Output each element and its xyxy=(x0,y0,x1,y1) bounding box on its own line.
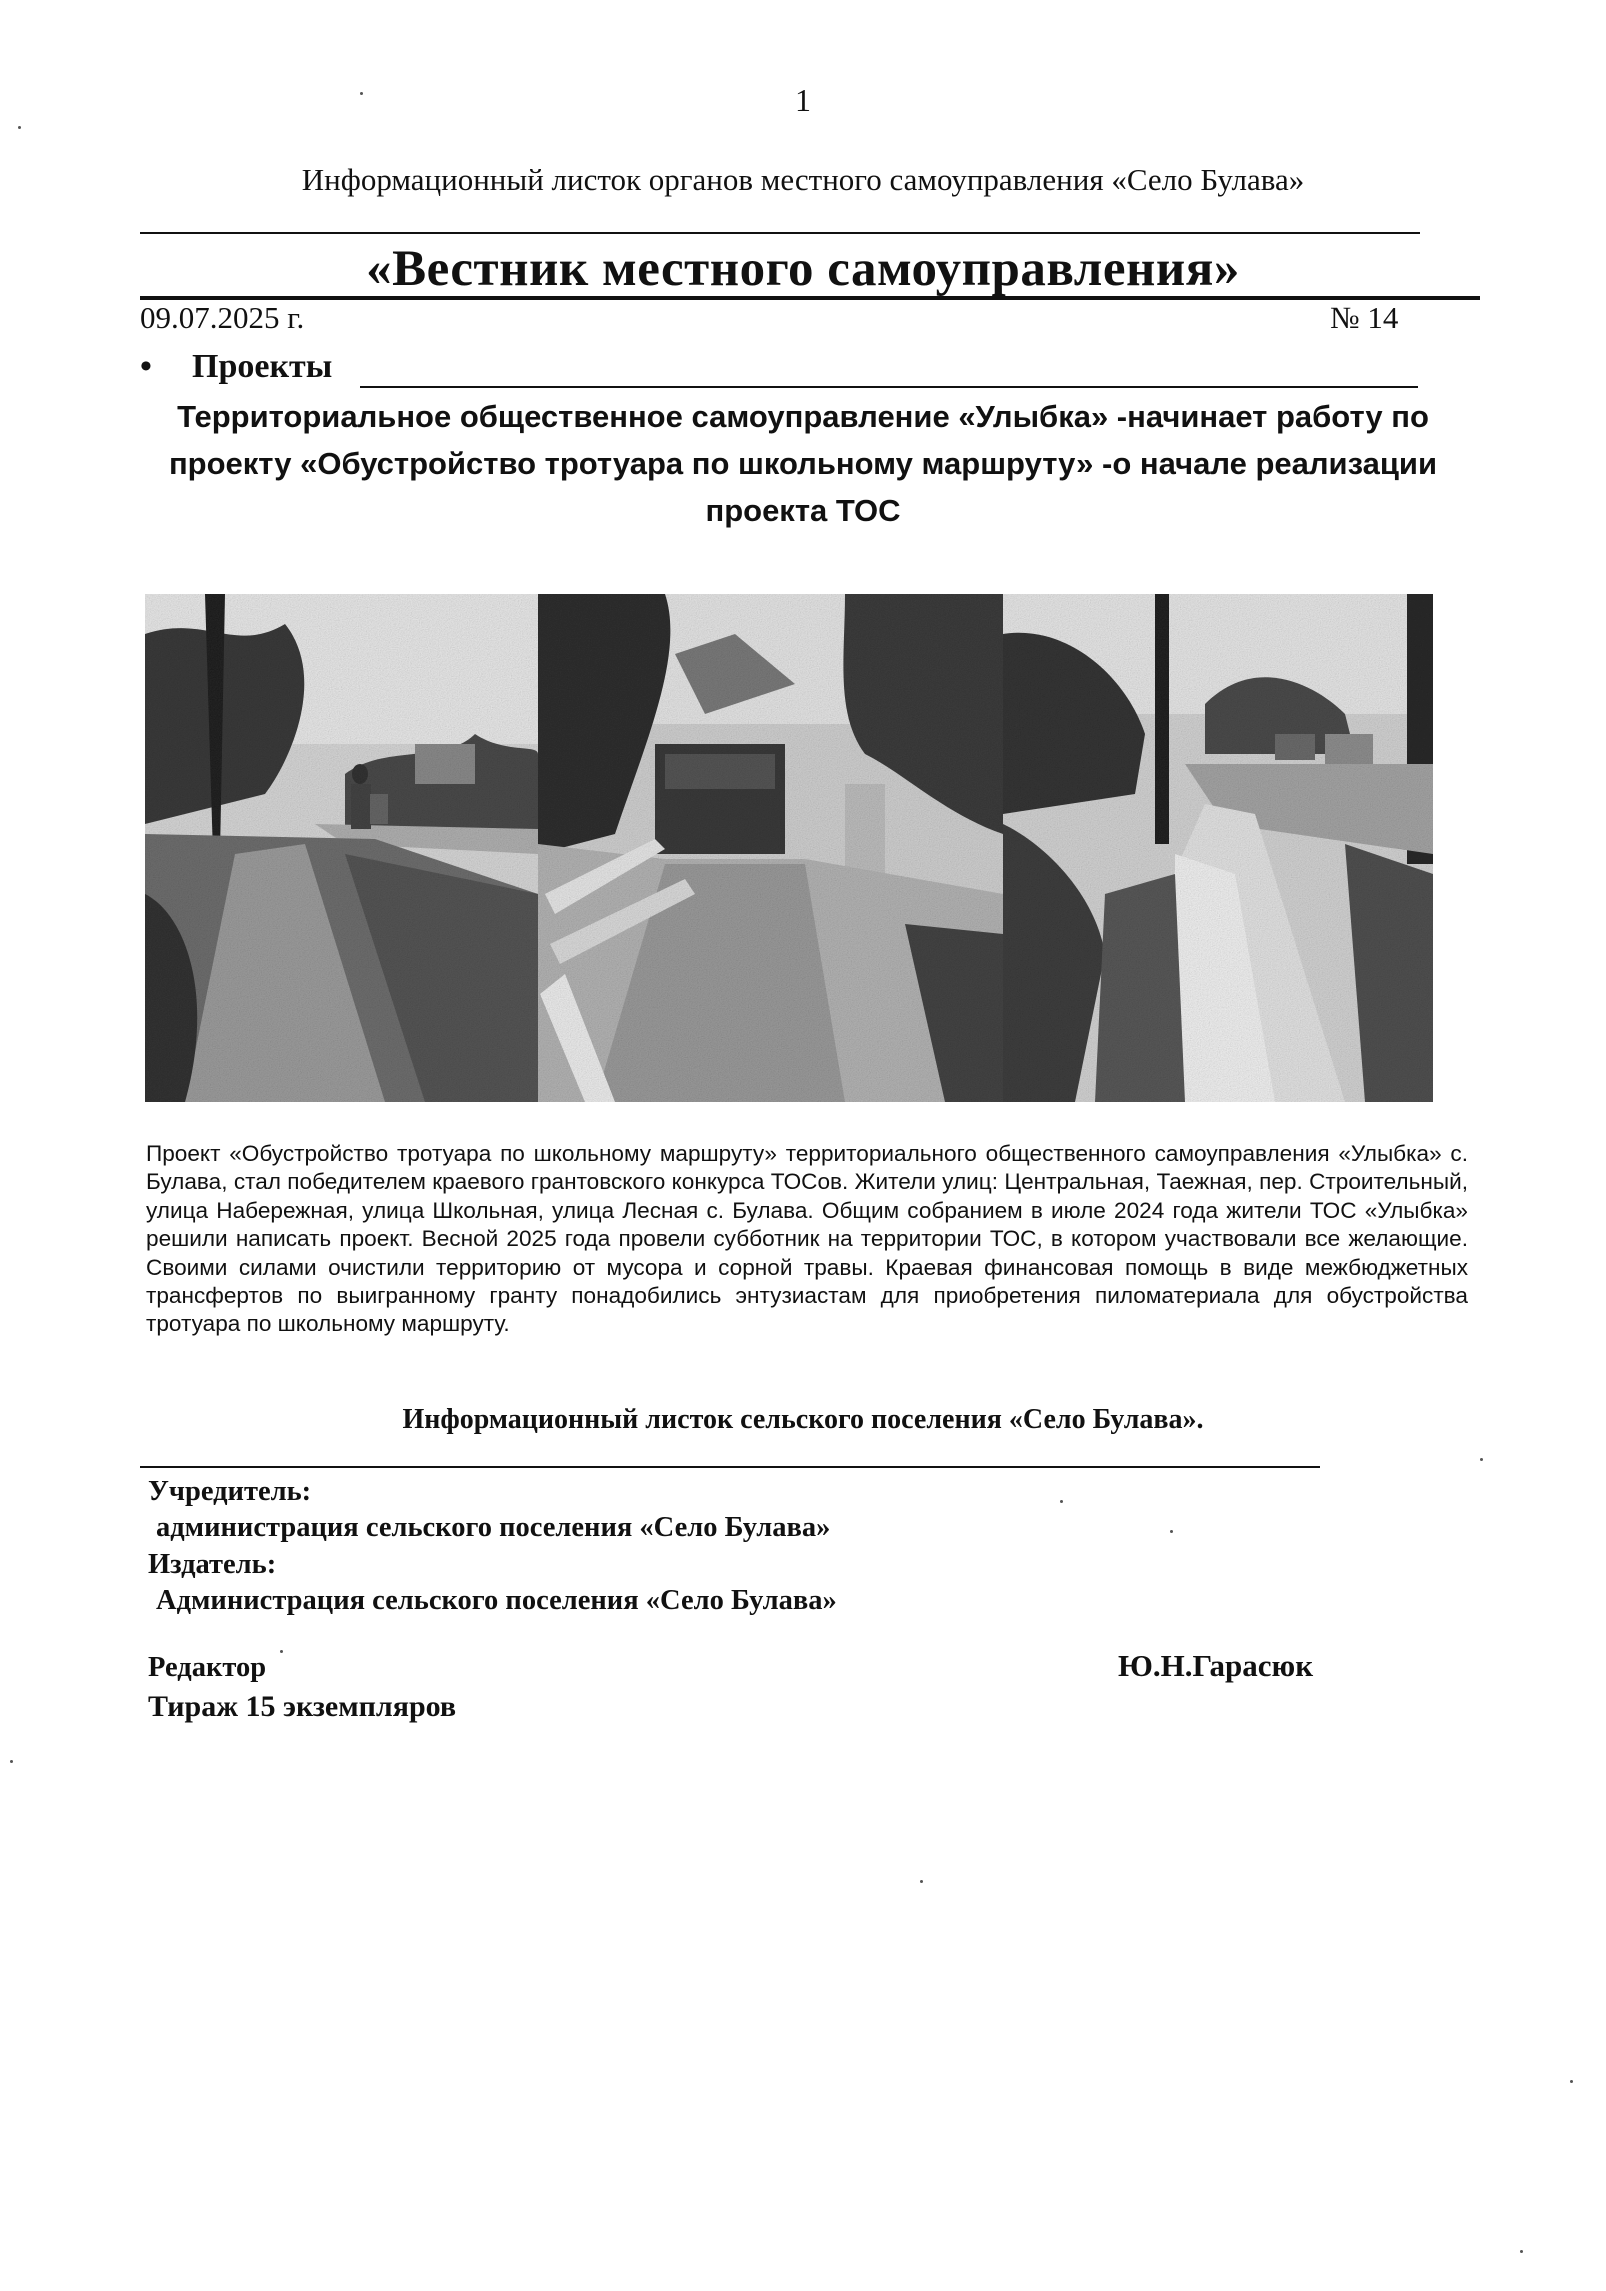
article-headline: Территориальное общественное самоуправление «Улыбка» -начинает работу по проекту «Обустройство тротуара по школьному маршруту» -о начале реализации проекта ТОС xyxy=(168,399,1438,528)
founder-label: Учредитель: xyxy=(148,1476,312,1507)
article-body: Проект «Обустройство тротуара по школьному маршруту» территориального общественного самоуправления «Улыбка» с. Булава, стал победителем краевого грантовского конкурса ТОСов. Жители улиц: Центральная, Таежная, пер. Строительный, улица Набережная, улица Школьная, улица Лесная с. Булава. Общим собранием в июле 2024 года жители ТОС «Улыбка» решили написать проект. Весной 2025 года провели субботник на территории ТОС, в котором участвовали все желающие. Своими силами очистили территорию от мусора и сорной травы. Краевая финансовая помощь в виде межбюджетных трансфертов по выигранному гранту понадобились энтузиастам для приобретения пиломатериала для обустройства тротуара по школьному маршруту. xyxy=(146,1141,1468,1337)
scan-speck xyxy=(1060,1500,1063,1503)
scan-speck xyxy=(18,126,21,129)
issue-number: № 14 xyxy=(1330,300,1399,335)
section-label: Проекты xyxy=(192,348,333,385)
page-number: 1 xyxy=(795,82,811,118)
editor-label: Редактор xyxy=(148,1652,267,1683)
scan-speck xyxy=(920,1880,923,1883)
section-bullet: • xyxy=(140,348,152,385)
issue-date: 09.07.2025 г. xyxy=(140,300,305,335)
publisher-label: Издатель: xyxy=(148,1549,277,1580)
founder-value: администрация сельского поселения «Село Булава» xyxy=(156,1512,831,1543)
footer-divider xyxy=(140,1466,1320,1468)
photo-new-sidewalk xyxy=(1003,594,1433,1102)
scan-speck xyxy=(1170,1530,1173,1533)
publisher-value: Администрация сельского поселения «Село Булава» xyxy=(156,1585,837,1616)
publication-subtitle: Информационный листок органов местного самоуправления «Село Булава» xyxy=(301,162,1305,197)
divider-line xyxy=(140,232,1420,234)
scan-speck xyxy=(1480,1458,1483,1461)
masthead-divider xyxy=(140,296,1480,300)
photo-road-works xyxy=(538,594,1003,1102)
circulation: Тираж 15 экземпляров xyxy=(148,1690,457,1723)
editor-name: Ю.Н.Гарасюк xyxy=(1118,1648,1314,1683)
scan-speck xyxy=(1520,2250,1523,2253)
scan-speck xyxy=(360,92,363,95)
section-underline xyxy=(360,386,1418,388)
scan-speck xyxy=(10,1760,13,1763)
scan-speck xyxy=(1570,2080,1573,2083)
scan-speck xyxy=(280,1650,283,1653)
photo-roadside-worker xyxy=(145,594,538,1102)
photo-strip xyxy=(145,594,1433,1102)
footer-title: Информационный листок сельского поселения «Село Булава». xyxy=(402,1404,1204,1435)
masthead-title: «Вестник местного самоуправления» xyxy=(366,241,1240,297)
